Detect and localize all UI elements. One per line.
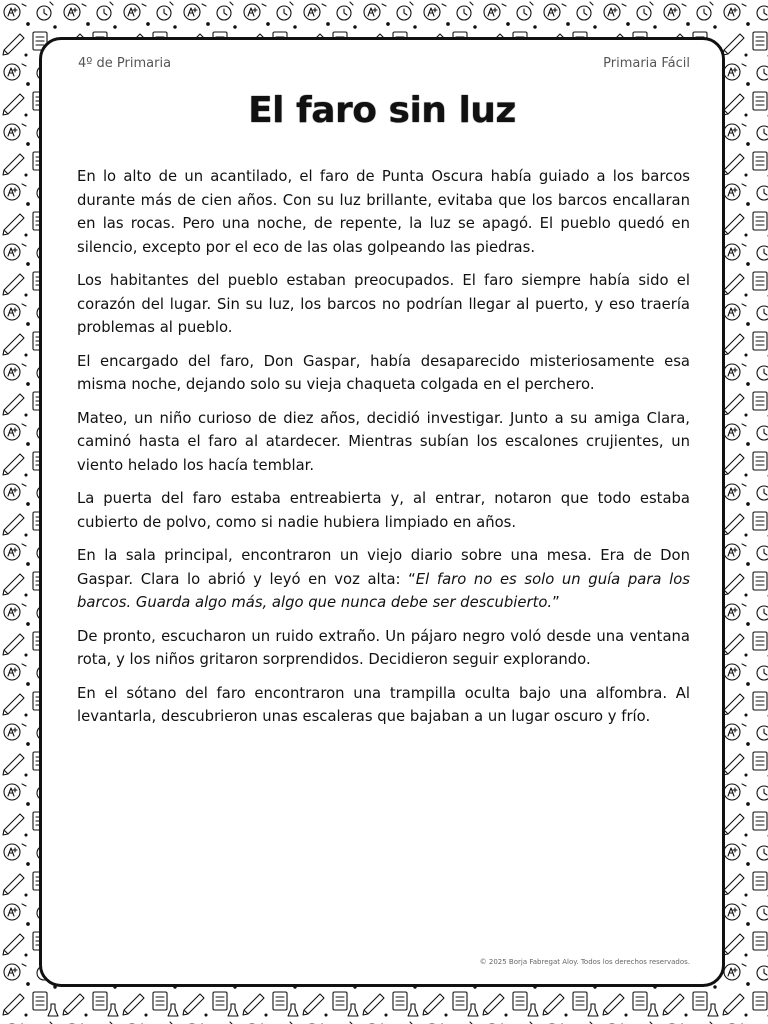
- story-body: [77, 165, 690, 739]
- story-paragraph: La puerta del faro estaba entreabierta y, al entrar, notaron que todo estaba cubierto de polvo, como si nadie hubiera limpiado en años.: [77, 490, 690, 531]
- diary-quote: El faro no es solo un guía para los barcos. Guarda algo más, algo que nunca debe ser descubierto.: [77, 570, 690, 611]
- reading-card: [39, 37, 725, 987]
- paragraph-lead: En la sala principal, encontraron un viejo diario sobre una mesa. Era de Don Gaspar. Clara lo abrió y leyó en voz alta: “: [77, 547, 690, 588]
- copyright-notice: © 2025 Borja Fabregat Aloy. Todos los derechos reservados.: [479, 958, 690, 966]
- story-paragraph: El encargado del faro, Don Gaspar, había desaparecido misteriosamente esa misma noche, dejando solo su vieja chaqueta colgada en el perchero.: [77, 352, 690, 393]
- story-paragraph: En el sótano del faro encontraron una trampilla oculta bajo una alfombra. Al levantarla, descubrieron unas escaleras que bajaban a un lugar oscuro y frío.: [77, 684, 690, 725]
- grade-label: 4º de Primaria: [78, 56, 172, 71]
- story-paragraph: En lo alto de un acantilado, el faro de Punta Oscura había guiado a los barcos durante más de cien años. Con su luz brillante, evitaba que los barcos encallaran en las rocas. Pero una noche, de repente, la luz se apagó. El pueblo quedó en silencio, excepto por el eco de las olas golpeando las piedras.: [77, 168, 690, 256]
- story-paragraph: Mateo, un niño curioso de diez años, decidió investigar. Junto a su amiga Clara, caminó hasta el faro al atardecer. Mientras subían los escalones crujientes, un viento helado los hacía temblar.: [77, 409, 690, 474]
- story-paragraph: Los habitantes del pueblo estaban preocupados. El faro siempre había sido el corazón del lugar. Sin su luz, los barcos no podrían llegar al puerto, y eso traería problemas al pueblo.: [77, 272, 690, 336]
- quote-close: ”: [552, 594, 560, 611]
- header-row: [78, 56, 690, 76]
- story-paragraph: De pronto, escucharon un ruido extraño. Un pájaro negro voló desde una ventana rota, y los niños gritaron sorprendidos. Decidieron seguir explorando.: [77, 627, 690, 668]
- story-paragraph: [77, 544, 690, 615]
- page-title: El faro sin luz: [248, 90, 516, 131]
- level-label: Primaria Fácil: [603, 56, 690, 71]
